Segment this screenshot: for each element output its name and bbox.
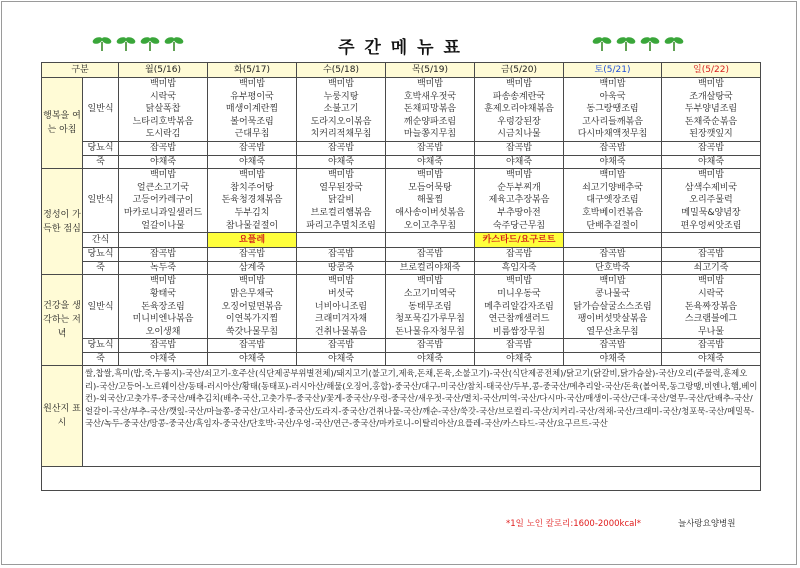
sprout-icon: [592, 34, 612, 52]
menu-cell: 잡곡밥: [297, 141, 386, 155]
general-label: 일반식: [83, 275, 119, 339]
weekly-menu-table: [41, 62, 761, 491]
breakfast-label: 행복을 여는 아침: [42, 78, 83, 169]
header-row: [42, 63, 761, 78]
header-day-wed: 수(5/18): [297, 63, 386, 78]
menu-cell: 백미밥 황태국 돈육장조림 미니비엔나볶음 오이생채: [119, 275, 208, 339]
porridge-label: 죽: [83, 352, 119, 366]
menu-cell: 백미밥 참치주어탕 돈육청경채볶음 두부김치 참나물겉절이: [208, 169, 297, 233]
hospital-name: 늘사랑요양병원: [678, 519, 736, 529]
breakfast-general-row: [42, 78, 761, 142]
header-category: 구분: [42, 63, 119, 78]
menu-cell: 백미밥 시락국 닭살폭찹 느타리호박볶음 도시락김: [119, 78, 208, 142]
header-day-sat: 토(5/21): [564, 63, 662, 78]
menu-cell: 야채죽: [564, 155, 662, 169]
porridge-label: 죽: [83, 261, 119, 275]
menu-cell: 잡곡밥: [662, 339, 761, 353]
snack-highlight-cell: 요플레: [208, 233, 297, 248]
menu-cell: 백미밥 유부평이국 매생이계란찜 볼어묵조림 근대무침: [208, 78, 297, 142]
menu-cell: 야채죽: [119, 155, 208, 169]
menu-cell: 야채죽: [475, 352, 564, 366]
header-day-fri: 금(5/20): [475, 63, 564, 78]
menu-cell: 백미밥 얼큰소고기국 고등어카레구이 마카로니과일샐러드 얼갈이나물: [119, 169, 208, 233]
menu-cell: 잡곡밥: [662, 248, 761, 262]
menu-cell: 백미밥 맑은무채국 오징어덮면볶음 이연복가지찜 쑥갓나물무침: [208, 275, 297, 339]
menu-cell: 백미밥 버섯국 너비아니조림 크래미겨자채 건취나물볶음: [297, 275, 386, 339]
menu-cell: 잡곡밥: [297, 339, 386, 353]
general-label: 일반식: [83, 169, 119, 233]
menu-cell: 야채죽: [208, 352, 297, 366]
general-label: 일반식: [83, 78, 119, 142]
menu-cell: 야채죽: [564, 352, 662, 366]
menu-cell: 백미밥 삼색수제비국 오리주물럭 메밀묵&양념장 편우엉씨앗조림: [662, 169, 761, 233]
menu-cell: 잡곡밥: [564, 248, 662, 262]
dinner-label: 건강을 생각하는 저녁: [42, 275, 83, 366]
header-day-thu: 목(5/19): [386, 63, 475, 78]
lunch-general-row: [42, 169, 761, 233]
menu-cell: 백미밥 모듬어묵탕 해물찜 애사송이버섯볶음 오이고추무침: [386, 169, 475, 233]
menu-cell: 땅콩죽: [297, 261, 386, 275]
menu-cell: 야채죽: [475, 155, 564, 169]
diabetic-label: 당뇨식: [83, 141, 119, 155]
dinner-diabetic-row: [42, 339, 761, 353]
snack-label: 간식: [83, 233, 119, 248]
diabetic-label: 당뇨식: [83, 339, 119, 353]
lunch-porridge-row: [42, 261, 761, 275]
menu-cell: 백미밥 미니우동국 메추리알감자조림 연근참깨샐러드 비름쌈장무침: [475, 275, 564, 339]
menu-cell: 야채죽: [662, 155, 761, 169]
menu-cell: 백미밥 조개살탕국 두부양념조림 돈채죽순볶음 된장깻잎지: [662, 78, 761, 142]
porridge-label: 죽: [83, 155, 119, 169]
menu-cell: 백미밥 시락국 돈육짜장볶음 스크램블에그 무나물: [662, 275, 761, 339]
dinner-general-row: [42, 275, 761, 339]
breakfast-porridge-row: [42, 155, 761, 169]
origin-text: 쌀,찹쌀,흑미(밥,죽,누룽지)-국산/쇠고기-호주산(식단제공부위별전체)/돼지고기(불고기,제육,돈채,돈육,소불고기)-국산(식단제공전체)/닭고기(닭갈비,닭가슴살)-국산/오리(주물럭,훈제오리)-국산/고등어-노르웨이산/동태-러시아산/황태(동태포)-러시아산/해물(오징어,홍합)-중국산/대구-미국산/참치-태국산/두부,콩-중국산/메추리알-국산/돈육(볼어묵,동그랑땡,비엔나,햄,베이컨)-외국산/고춧가루-중국산/배추김치(배추-국산,고춧가루-중국산)/꽃게-중국산/우렁-중국산/새우젓-국산/멸치-국산/미역-국산/다시마-국산/매생이-국산/근대-국산/열무-국산/단배추-국산/얼갈이-국산/부추-국산/깻잎-국산/마늘쫑-중국산/고사리-중국산/도라지-중국산/건취나물-국산/깨순-국산/쑥갓-국산/브로컬리-국산/치커리-국산/적채-국산/크래미-국산/청포묵-국산/메밀묵-국산/녹두-중국산/땅콩-중국산/흑임자-중국산/단호박-국산/우엉-국산/연근-중국산/마카로니-이탈리아산/요플레-국산/카스타드-국산/요구르트-국산: [83, 366, 761, 467]
footer-row: [42, 467, 761, 491]
lunch-diabetic-row: [42, 248, 761, 262]
menu-cell: 잡곡밥: [662, 141, 761, 155]
menu-cell: 잡곡밥: [208, 141, 297, 155]
sprout-icon: [640, 34, 660, 52]
header-day-sun: 일(5/22): [662, 63, 761, 78]
menu-cell: 백미밥 열무된장국 닭갈비 브로컬리햄볶음 파리고추멸치조림: [297, 169, 386, 233]
menu-cell: [297, 233, 386, 248]
menu-cell: 잡곡밥: [564, 339, 662, 353]
sprout-icon: [664, 34, 684, 52]
sprout-group-right: [592, 34, 684, 52]
header-day-mon: 월(5/16): [119, 63, 208, 78]
menu-cell: 잡곡밥: [208, 248, 297, 262]
dinner-porridge-row: [42, 352, 761, 366]
sprout-icon: [616, 34, 636, 52]
menu-cell: 야채죽: [662, 352, 761, 366]
menu-cell: 단호박죽: [564, 261, 662, 275]
lunch-label: 정성이 가득한 점심: [42, 169, 83, 275]
menu-cell: 백미밥 아욱국 동그랑땡조림 고사리들깨볶음 다시마채액젓무침: [564, 78, 662, 142]
menu-cell: 백미밥 순두부찌개 제육고추장볶음 부추땅아전 숙주당근무침: [475, 169, 564, 233]
menu-cell: 야채죽: [297, 155, 386, 169]
menu-cell: 잡곡밥: [119, 141, 208, 155]
menu-cell: 야채죽: [119, 352, 208, 366]
menu-cell: [386, 233, 475, 248]
header-day-tue: 화(5/17): [208, 63, 297, 78]
menu-cell: 잡곡밥: [475, 339, 564, 353]
menu-cell: 야채죽: [297, 352, 386, 366]
menu-cell: [119, 233, 208, 248]
page-title: 주 간 메 뉴 표: [338, 38, 462, 58]
menu-cell: 백미밥 콩나물국 닭가슴살굴소스조림 팽이버섯맛살볶음 열무산초무침: [564, 275, 662, 339]
origin-row: [42, 366, 761, 467]
menu-cell: 잡곡밥: [386, 141, 475, 155]
breakfast-diabetic-row: [42, 141, 761, 155]
kcal-note: *1일 노인 칼로리:1600-2000kcal*: [506, 519, 641, 529]
menu-cell: 백미밥 누룽지탕 소불고기 도라지오이볶음 치커리적채무침: [297, 78, 386, 142]
menu-cell: 잡곡밥: [475, 248, 564, 262]
diabetic-label: 당뇨식: [83, 248, 119, 262]
menu-cell: 잡곡밥: [564, 141, 662, 155]
origin-label: 원산지 표시: [42, 366, 83, 467]
menu-cell: 브로컬리야채죽: [386, 261, 475, 275]
menu-cell: 야채죽: [386, 155, 475, 169]
menu-cell: 잡곡밥: [119, 339, 208, 353]
lunch-snack-row: [42, 233, 761, 248]
menu-cell: 백미밥 소고기미역국 동태무조림 청포묵김가루무침 돈나물유자청무침: [386, 275, 475, 339]
menu-cell: 백미밥 파송송계란국 훈제오리야채볶음 우렁강된장 시금치나물: [475, 78, 564, 142]
snack-highlight-cell: 카스타드/요구르트: [475, 233, 564, 248]
menu-cell: 야채죽: [208, 155, 297, 169]
menu-cell: 잡곡밥: [475, 141, 564, 155]
menu-cell: 백미밥 쇠고기양배추국 대구엣장조림 호박베이컨볶음 단배추겉절이: [564, 169, 662, 233]
menu-cell: 잡곡밥: [119, 248, 208, 262]
menu-cell: 녹두죽: [119, 261, 208, 275]
menu-cell: 잡곡밥: [208, 339, 297, 353]
menu-cell: [662, 233, 761, 248]
menu-cell: 삼계죽: [208, 261, 297, 275]
footer-cell: [42, 467, 761, 491]
menu-cell: [564, 233, 662, 248]
menu-cell: 잡곡밥: [297, 248, 386, 262]
menu-cell: 야채죽: [386, 352, 475, 366]
menu-cell: 백미밥 호박새우젓국 돈채피망볶음 깨순양파조림 마늘쫑지무침: [386, 78, 475, 142]
menu-cell: 쇠고기죽: [662, 261, 761, 275]
menu-cell: 잡곡밥: [386, 339, 475, 353]
menu-cell: 잡곡밥: [386, 248, 475, 262]
menu-cell: 흑임자죽: [475, 261, 564, 275]
